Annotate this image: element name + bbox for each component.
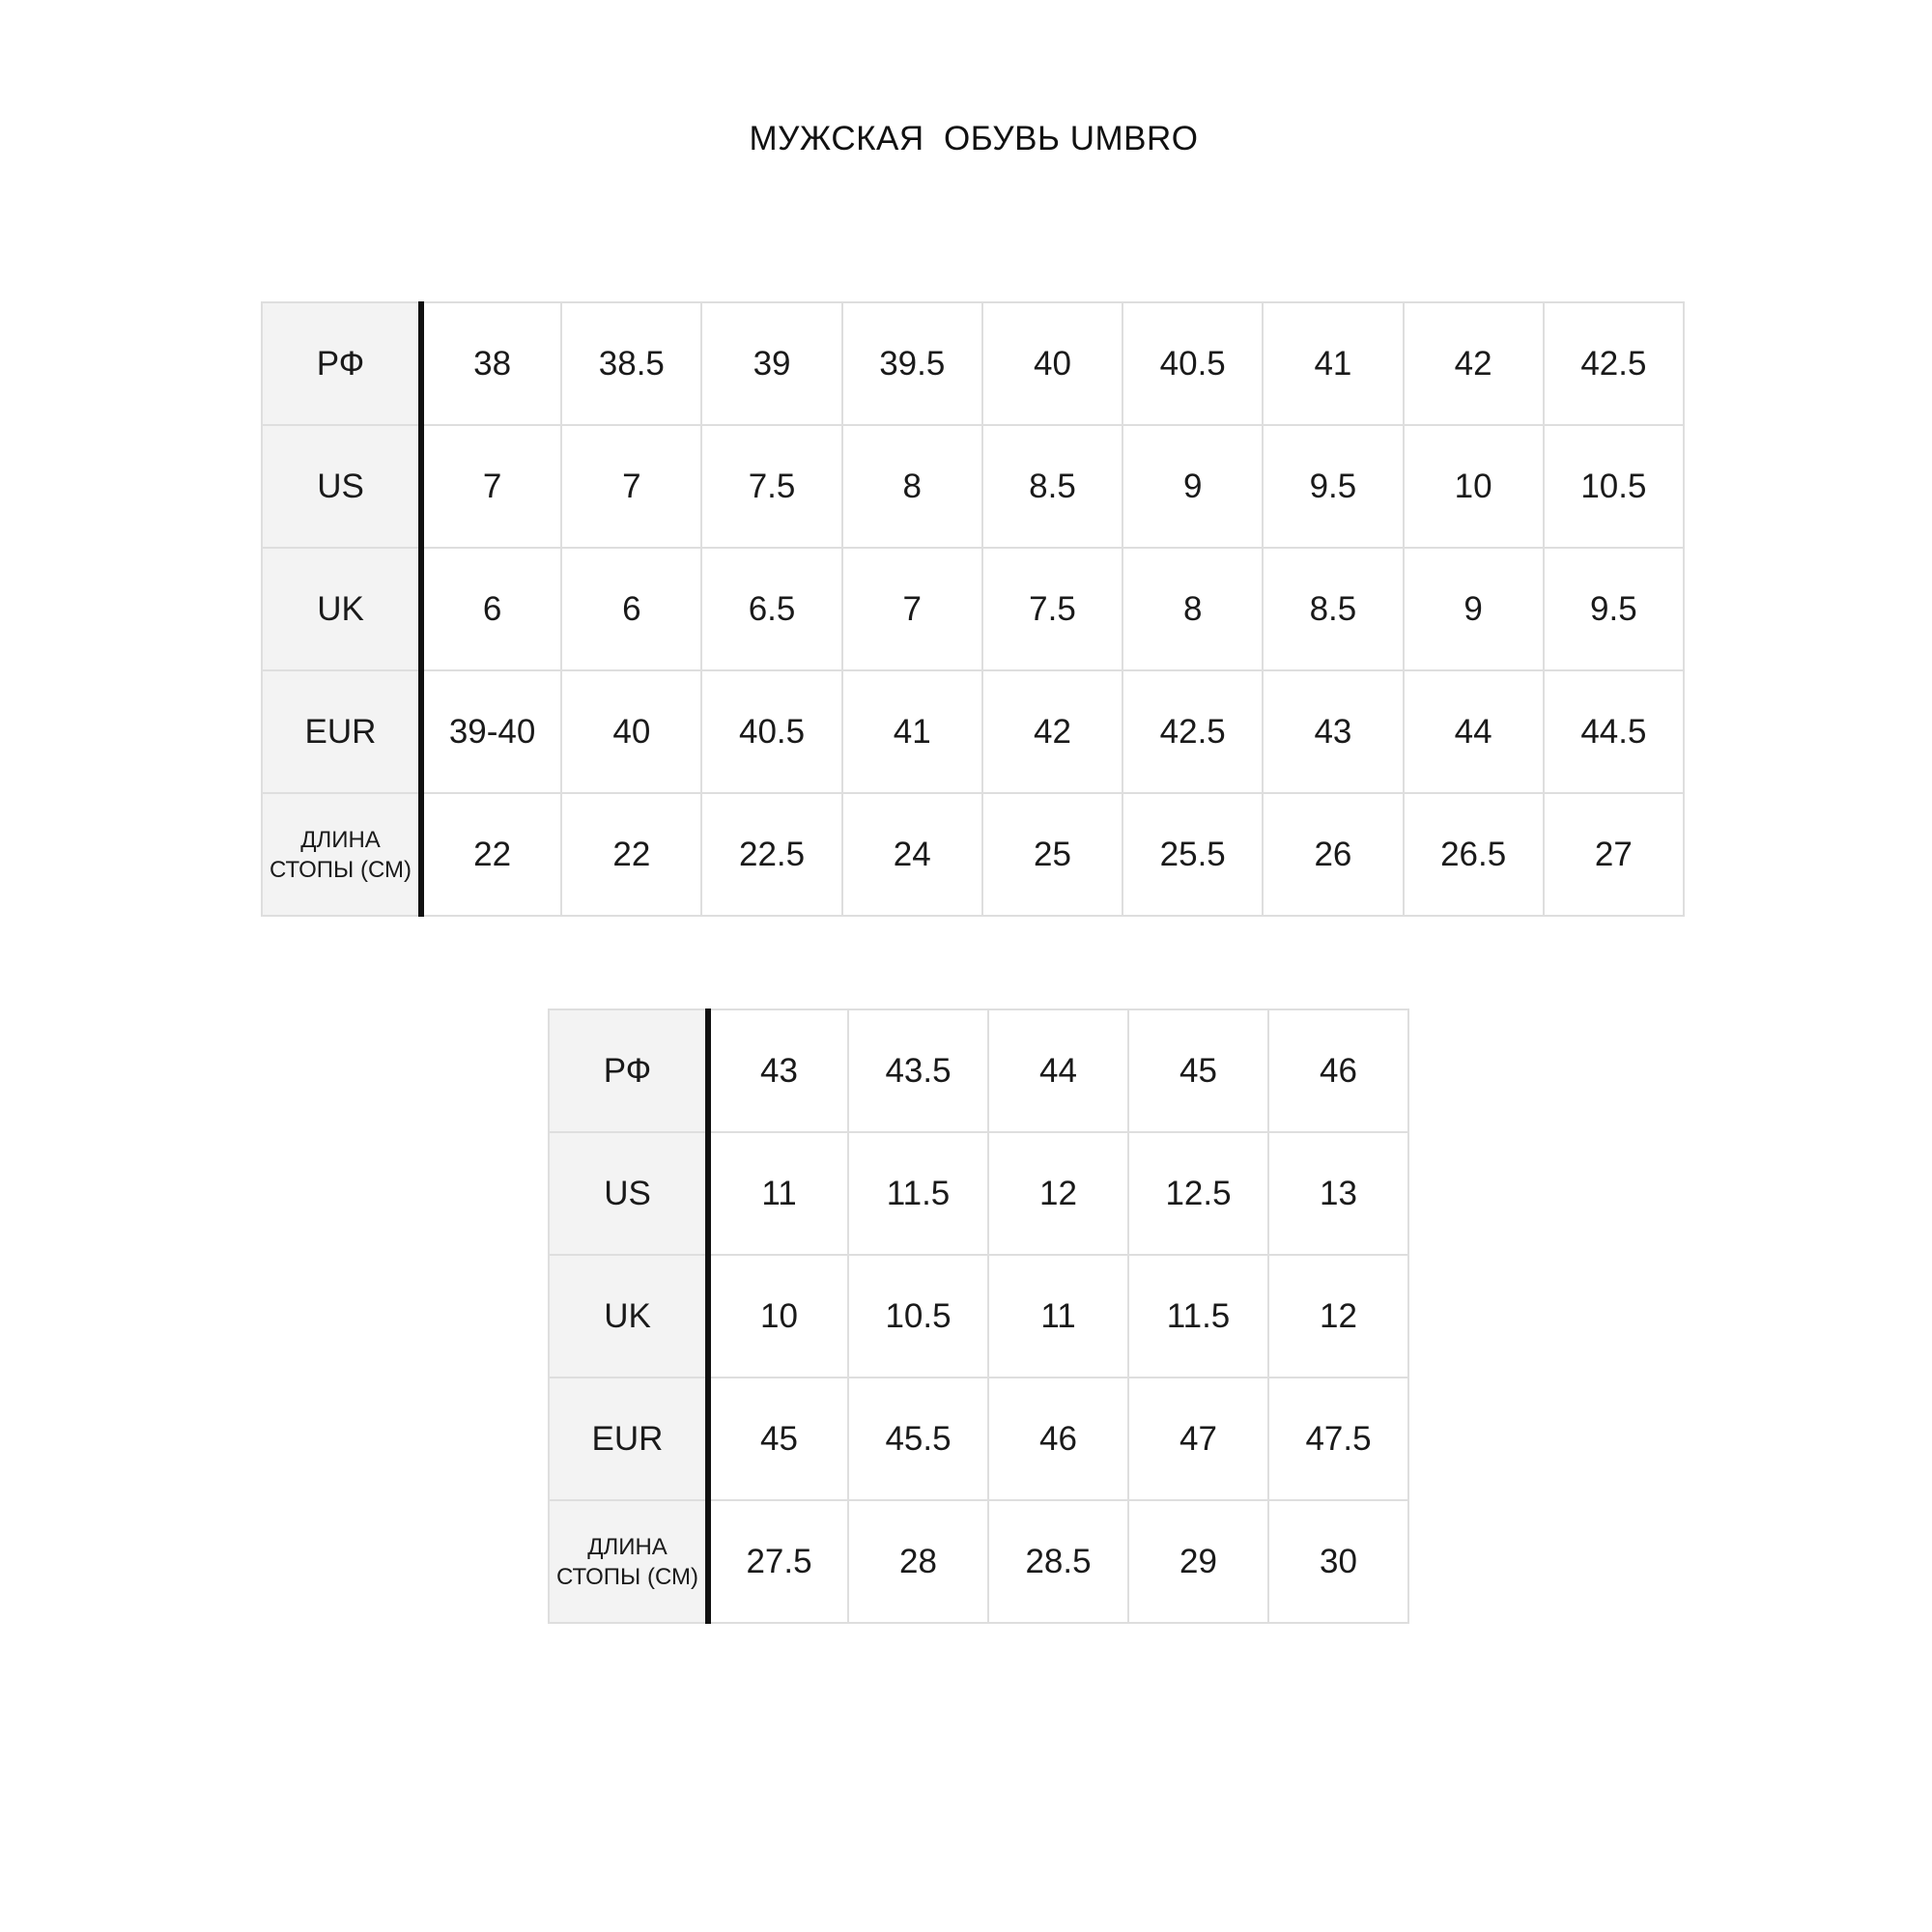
table-row — [262, 793, 1684, 916]
size-cell: 43 — [708, 1009, 848, 1132]
size-cell: 26 — [1263, 793, 1403, 916]
row-label: US — [262, 425, 421, 548]
size-cell: 40 — [561, 670, 701, 793]
size-cell: 22 — [421, 793, 561, 916]
size-cell: 12 — [1268, 1255, 1408, 1378]
row-label: ДЛИНА СТОПЫ (СМ) — [262, 793, 421, 916]
table-row — [549, 1378, 1408, 1500]
size-cell: 40 — [982, 302, 1122, 425]
size-cell: 44 — [988, 1009, 1128, 1132]
size-cell: 12 — [988, 1132, 1128, 1255]
size-cell: 9 — [1404, 548, 1544, 670]
size-cell: 28 — [848, 1500, 988, 1623]
size-cell: 26.5 — [1404, 793, 1544, 916]
size-cell: 6 — [421, 548, 561, 670]
size-cell: 6.5 — [701, 548, 841, 670]
row-label: UK — [262, 548, 421, 670]
size-cell: 46 — [988, 1378, 1128, 1500]
row-label: EUR — [549, 1378, 708, 1500]
size-cell: 6 — [561, 548, 701, 670]
row-label: РФ — [262, 302, 421, 425]
size-cell: 10.5 — [1544, 425, 1684, 548]
size-cell: 11 — [988, 1255, 1128, 1378]
size-cell: 9.5 — [1544, 548, 1684, 670]
size-table-1 — [261, 301, 1685, 917]
size-cell: 27 — [1544, 793, 1684, 916]
size-cell: 10.5 — [848, 1255, 988, 1378]
size-cell: 40.5 — [701, 670, 841, 793]
row-label: US — [549, 1132, 708, 1255]
size-cell: 27.5 — [708, 1500, 848, 1623]
size-cell: 44.5 — [1544, 670, 1684, 793]
size-cell: 41 — [1263, 302, 1403, 425]
size-cell: 45 — [1128, 1009, 1268, 1132]
row-label: UK — [549, 1255, 708, 1378]
size-cell: 47 — [1128, 1378, 1268, 1500]
row-label: РФ — [549, 1009, 708, 1132]
table-row — [262, 670, 1684, 793]
size-cell: 30 — [1268, 1500, 1408, 1623]
size-cell: 25.5 — [1122, 793, 1263, 916]
size-cell: 8.5 — [982, 425, 1122, 548]
size-cell: 7 — [421, 425, 561, 548]
size-cell: 9.5 — [1263, 425, 1403, 548]
size-cell: 45.5 — [848, 1378, 988, 1500]
size-cell: 43.5 — [848, 1009, 988, 1132]
table-row — [262, 548, 1684, 670]
size-cell: 10 — [1404, 425, 1544, 548]
table-row — [549, 1132, 1408, 1255]
size-table-2-body — [549, 1009, 1408, 1623]
table-row — [262, 425, 1684, 548]
size-table-1-body — [262, 302, 1684, 916]
size-cell: 39.5 — [842, 302, 982, 425]
size-cell: 22.5 — [701, 793, 841, 916]
size-cell: 7 — [561, 425, 701, 548]
size-cell: 7.5 — [701, 425, 841, 548]
size-cell: 11.5 — [1128, 1255, 1268, 1378]
size-cell: 22 — [561, 793, 701, 916]
size-cell: 8.5 — [1263, 548, 1403, 670]
size-cell: 29 — [1128, 1500, 1268, 1623]
size-cell: 11.5 — [848, 1132, 988, 1255]
size-cell: 46 — [1268, 1009, 1408, 1132]
size-cell: 42.5 — [1544, 302, 1684, 425]
size-cell: 24 — [842, 793, 982, 916]
size-cell: 13 — [1268, 1132, 1408, 1255]
size-cell: 8 — [842, 425, 982, 548]
row-label: ДЛИНА СТОПЫ (СМ) — [549, 1500, 708, 1623]
size-cell: 11 — [708, 1132, 848, 1255]
size-cell: 42 — [982, 670, 1122, 793]
size-cell: 39 — [701, 302, 841, 425]
size-cell: 43 — [1263, 670, 1403, 793]
row-label: EUR — [262, 670, 421, 793]
size-table-2 — [548, 1009, 1409, 1624]
size-cell: 25 — [982, 793, 1122, 916]
size-cell: 41 — [842, 670, 982, 793]
size-cell: 44 — [1404, 670, 1544, 793]
size-cell: 9 — [1122, 425, 1263, 548]
size-cell: 10 — [708, 1255, 848, 1378]
size-cell: 42.5 — [1122, 670, 1263, 793]
size-cell: 40.5 — [1122, 302, 1263, 425]
table-row — [262, 302, 1684, 425]
table-row — [549, 1255, 1408, 1378]
size-cell: 39-40 — [421, 670, 561, 793]
table-row — [549, 1500, 1408, 1623]
size-cell: 45 — [708, 1378, 848, 1500]
size-cell: 38 — [421, 302, 561, 425]
size-cell: 8 — [1122, 548, 1263, 670]
size-cell: 38.5 — [561, 302, 701, 425]
size-cell: 42 — [1404, 302, 1544, 425]
size-cell: 28.5 — [988, 1500, 1128, 1623]
size-cell: 7.5 — [982, 548, 1122, 670]
page-title: МУЖСКАЯ ОБУВЬ UMBRO — [749, 120, 1199, 157]
table-row — [549, 1009, 1408, 1132]
size-cell: 47.5 — [1268, 1378, 1408, 1500]
size-cell: 7 — [842, 548, 982, 670]
size-cell: 12.5 — [1128, 1132, 1268, 1255]
